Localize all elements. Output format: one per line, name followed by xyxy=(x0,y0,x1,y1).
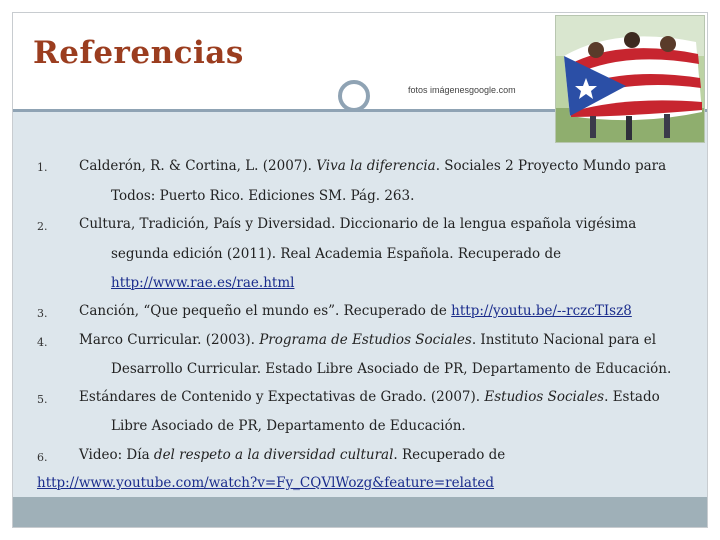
flag-photo xyxy=(555,15,705,143)
youtu-be-link[interactable]: http://youtu.be/--rczcTIsz8 xyxy=(451,303,632,319)
reference-number: 5. xyxy=(37,393,48,406)
slide xyxy=(12,12,708,528)
footer-band xyxy=(13,497,707,527)
reference-number: 1. xyxy=(37,161,48,174)
reference-4-line-2: Desarrollo Curricular. Estado Libre Asociado de PR, Departamento de Educación. xyxy=(111,361,672,377)
reference-1-line-2: Todos: Puerto Rico. Ediciones SM. Pág. 263. xyxy=(111,188,415,204)
photo-credit: fotos imágenesgoogle.com xyxy=(408,85,516,95)
reference-2-line-1: Cultura, Tradición, País y Diversidad. Diccionario de la lengua española vigésima xyxy=(79,216,637,232)
reference-6-line-2 xyxy=(37,475,494,491)
reference-number: 3. xyxy=(37,307,48,320)
reference-number: 2. xyxy=(37,220,48,233)
reference-1-line-1: Calderón, R. & Cortina, L. (2007). Viva la diferencia. Sociales 2 Proyecto Mundo para xyxy=(79,158,667,174)
reference-6-line-1: Video: Día del respeto a la diversidad cultural. Recuperado de xyxy=(79,447,506,463)
reference-5-line-2: Libre Asociado de PR, Departamento de Educación. xyxy=(111,418,466,434)
reference-3-line-1: Canción, “Que pequeño el mundo es”. Recuperado de http://youtu.be/--rczcTIsz8 xyxy=(79,303,632,319)
reference-number: 6. xyxy=(37,451,48,464)
reference-5-line-1: Estándares de Contenido y Expectativas de Grado. (2007). Estudios Sociales. Estado xyxy=(79,389,660,405)
rae-link[interactable]: http://www.rae.es/rae.html xyxy=(111,275,295,291)
slide-title: Referencias xyxy=(33,35,244,71)
reference-2-line-3 xyxy=(111,275,294,291)
reference-2-line-2: segunda edición (2011). Real Academia Española. Recuperado de xyxy=(111,246,562,262)
circle-ornament-icon xyxy=(338,80,370,112)
reference-4-line-1: Marco Curricular. (2003). Programa de Estudios Sociales. Instituto Nacional para el xyxy=(79,332,657,348)
reference-number: 4. xyxy=(37,336,48,349)
youtube-link[interactable]: http://www.youtube.com/watch?v=Fy_CQVlWozg&feature=related xyxy=(37,475,495,491)
